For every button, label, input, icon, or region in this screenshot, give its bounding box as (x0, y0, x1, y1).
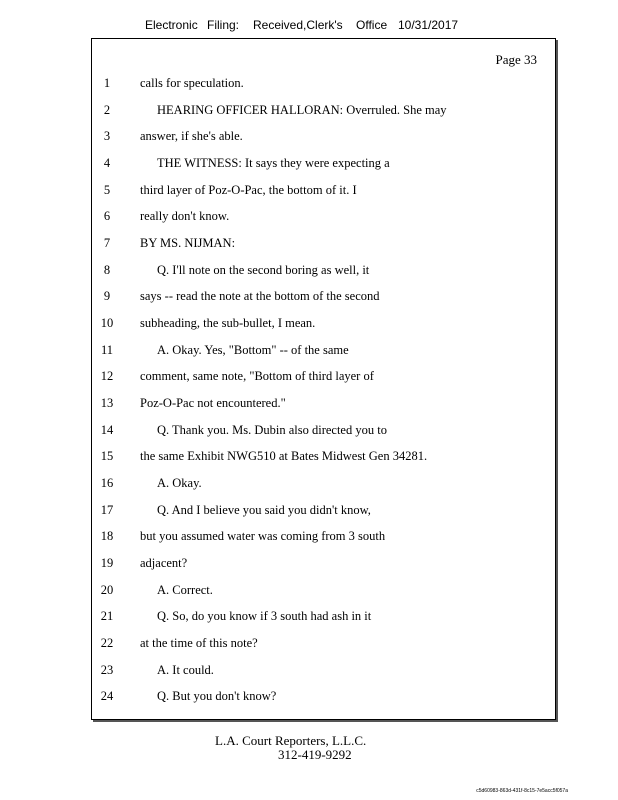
line-number: 18 (100, 529, 114, 543)
transcript-line: THE WITNESS: It says they were expecting a (157, 156, 390, 170)
line-number: 19 (100, 556, 114, 570)
line-number: 23 (100, 663, 114, 677)
transcript-line: Q. But you don't know? (157, 689, 277, 703)
line-number: 21 (100, 609, 114, 623)
line-number: 8 (103, 263, 111, 277)
transcript-line: Q. Thank you. Ms. Dubin also directed you to (157, 423, 387, 437)
transcript-line: comment, same note, "Bottom of third layer of (140, 369, 374, 383)
line-number: 3 (103, 129, 111, 143)
line-number: 9 (103, 289, 111, 303)
header-electronic: Electronic (145, 18, 198, 32)
transcript-line: A. Correct. (157, 583, 213, 597)
line-number: 24 (100, 689, 114, 703)
line-number: 10 (100, 316, 114, 330)
transcript-line: subheading, the sub-bullet, I mean. (140, 316, 316, 330)
transcript-line: Q. So, do you know if 3 south had ash in it (157, 609, 372, 623)
footer-phone: 312-419-9292 (278, 747, 352, 762)
transcript-line: adjacent? (140, 556, 188, 570)
line-number: 12 (100, 369, 114, 383)
header-received-clerks: Received,Clerk's (253, 18, 343, 32)
transcript-line: BY MS. NIJMAN: (140, 236, 236, 250)
line-number: 7 (103, 236, 111, 250)
filing-header (0, 18, 618, 38)
transcript-line: A. It could. (157, 663, 214, 677)
line-number: 15 (100, 449, 114, 463)
transcript-line: Q. And I believe you said you didn't know, (157, 503, 371, 517)
transcript-line: A. Okay. (157, 476, 202, 490)
line-number: 20 (100, 583, 114, 597)
transcript-page-frame (91, 38, 556, 720)
footer-company: L.A. Court Reporters, L.L.C. (215, 733, 367, 748)
transcript-line: A. Okay. Yes, "Bottom" -- of the same (157, 343, 349, 357)
transcript-line: but you assumed water was coming from 3 south (140, 529, 386, 543)
transcript-line: calls for speculation. (140, 76, 244, 90)
line-number: 16 (100, 476, 114, 490)
transcript-line: at the time of this note? (140, 636, 258, 650)
line-number: 14 (100, 423, 114, 437)
document-hash: c5d60983-863d-431f-8c15-7e5acc5f057a (476, 788, 568, 794)
line-number: 5 (103, 183, 111, 197)
line-number: 13 (100, 396, 114, 410)
line-number: 11 (100, 343, 114, 357)
line-number: 2 (103, 103, 111, 117)
transcript-line: the same Exhibit NWG510 at Bates Midwest Gen 34281. (140, 449, 428, 463)
transcript-line: says -- read the note at the bottom of the second (140, 289, 380, 303)
transcript-line: really don't know. (140, 209, 230, 223)
line-number: 22 (100, 636, 114, 650)
transcript-line: answer, if she's able. (140, 129, 243, 143)
line-number: 1 (103, 76, 111, 90)
transcript-line: third layer of Poz-O-Pac, the bottom of it. I (140, 183, 357, 197)
transcript-line: Poz-O-Pac not encountered." (140, 396, 286, 410)
header-filing: Filing: (207, 18, 240, 32)
header-date: 10/31/2017 (398, 18, 459, 32)
page-number: Page 33 (495, 52, 537, 67)
transcript-line: HEARING OFFICER HALLORAN: Overruled. She may (157, 103, 447, 117)
header-office: Office (356, 18, 388, 32)
line-number: 17 (100, 503, 114, 517)
line-number: 6 (103, 209, 111, 223)
transcript-line: Q. I'll note on the second boring as well, it (157, 263, 370, 277)
line-number: 4 (103, 156, 111, 170)
